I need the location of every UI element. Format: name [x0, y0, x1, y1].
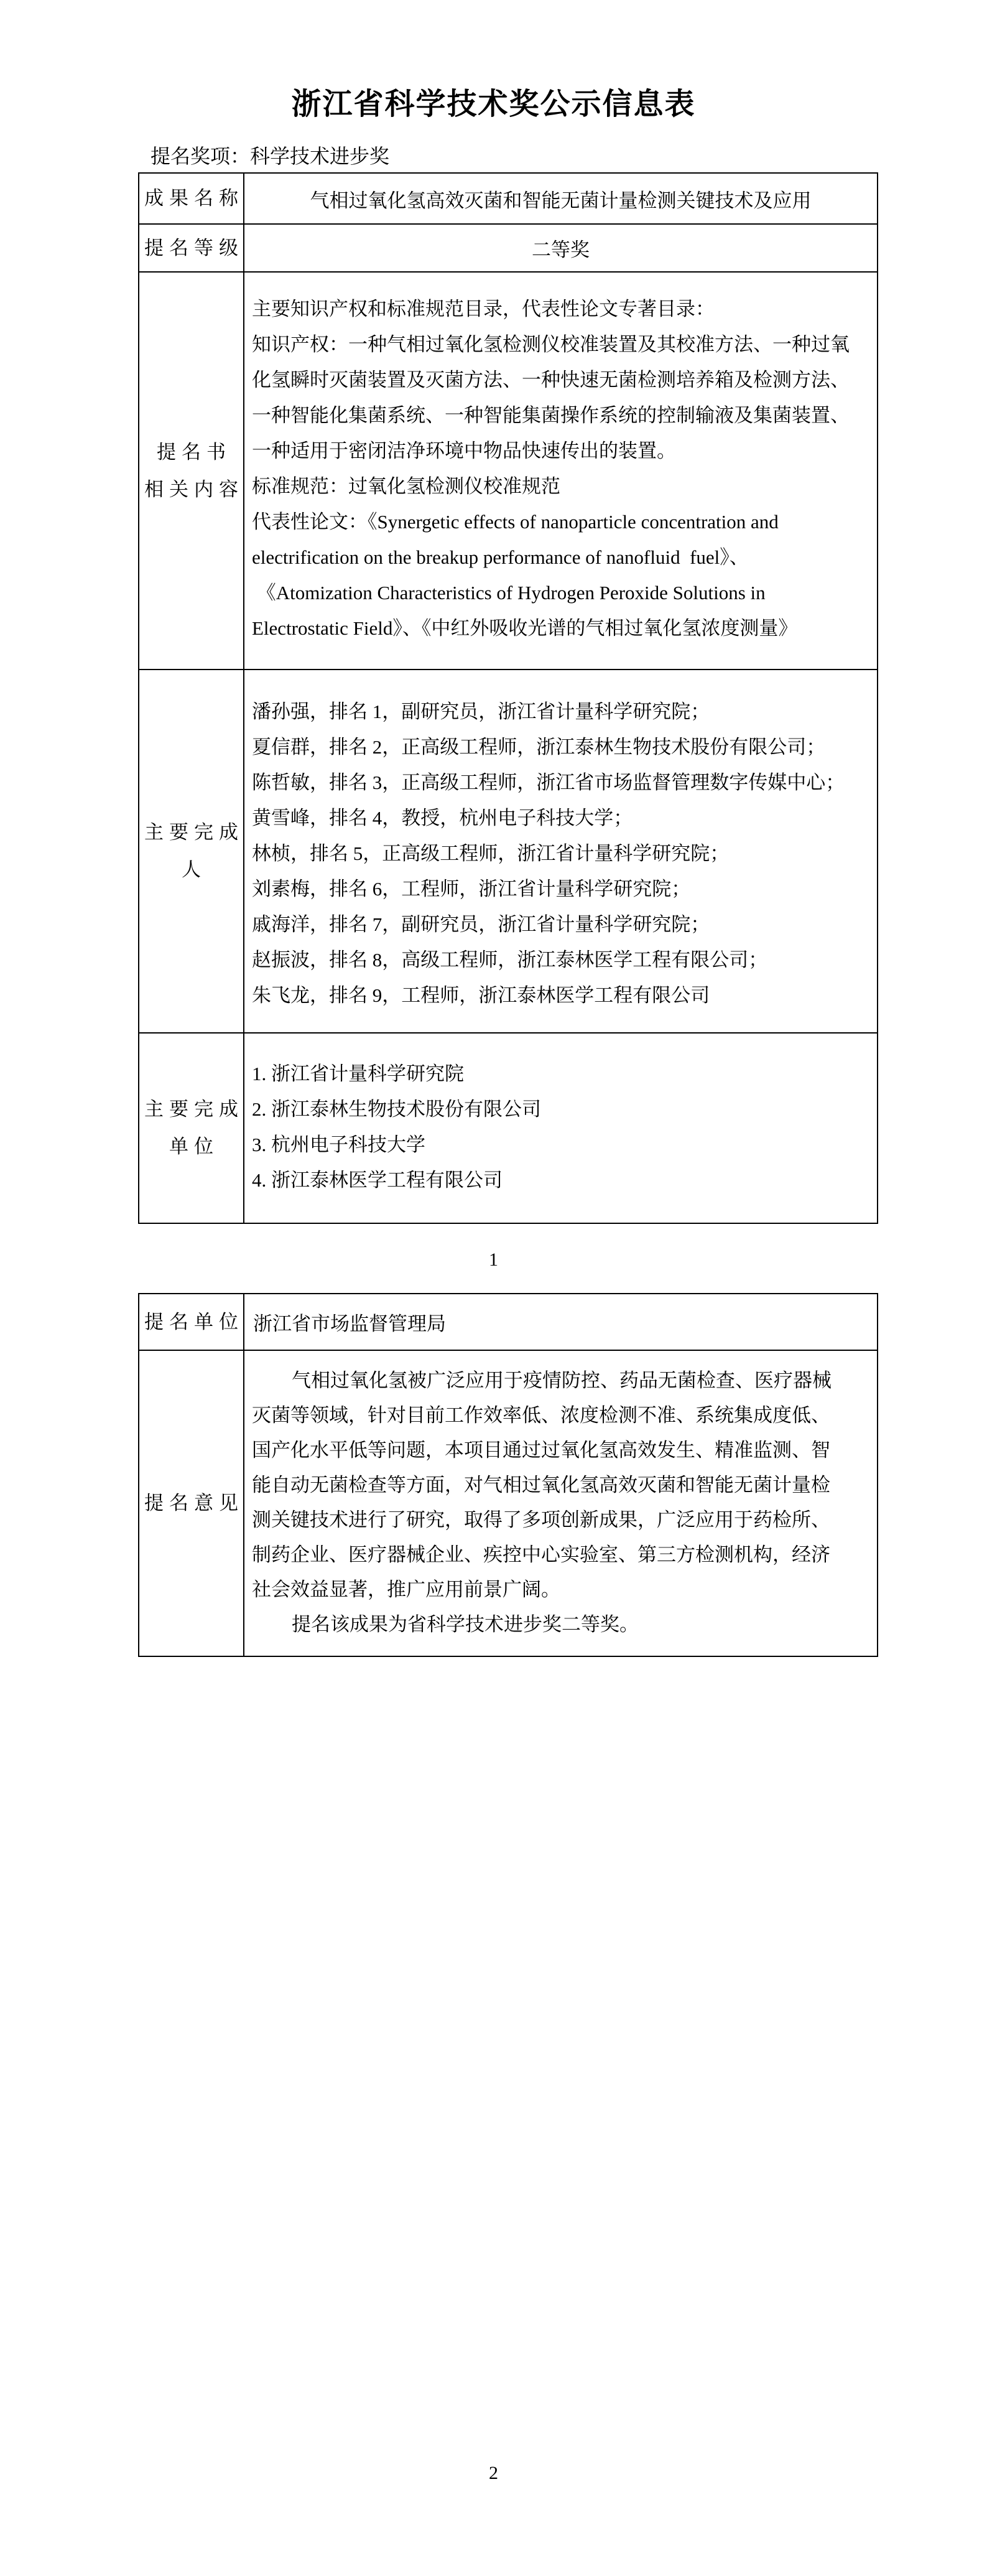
contributor-line: 刘素梅，排名 6，工程师，浙江省计量科学研究院；: [252, 878, 691, 900]
row-label-line: 主要完成: [144, 821, 244, 843]
organization-line: 3. 杭州电子科技大学: [252, 1134, 425, 1155]
contributor-line: 林桢，排名 5，正高级工程师，浙江省计量科学研究院；: [252, 842, 730, 864]
nominating-unit-label-cell: [139, 1294, 244, 1350]
result-name-label-cell: [139, 174, 244, 223]
page-title: 浙江省科学技术奖公示信息表: [291, 88, 696, 121]
table-row-main-organizations: [139, 1034, 877, 1223]
result-name-value-cell: [244, 174, 877, 223]
opinion-line: 提名该成果为省科学技术进步奖二等奖。: [292, 1613, 639, 1635]
table-row-result-name: [139, 174, 877, 225]
text-line: 化氢瞬时灭菌装置及灭菌方法、一种快速无菌检测培养箱及检测方法、: [252, 369, 850, 391]
text-line: electrification on the breakup performance of nanofluid fuel》、: [252, 546, 749, 568]
nomination-book-label-cell: [139, 273, 244, 669]
contributor-line: 戚海洋，排名 7，副研究员，浙江省计量科学研究院；: [252, 913, 710, 935]
result-name-value: 气相过氧化氢高效灭菌和智能无菌计量检测关键技术及应用: [310, 189, 812, 212]
award-grade-label-cell: [139, 225, 244, 271]
award-grade-value-cell: [244, 225, 877, 271]
main-contributors-content-cell: [244, 670, 877, 1032]
text-line: 主要知识产权和标准规范目录，代表性论文专著目录：: [252, 298, 715, 320]
row-label-line: 提名书: [157, 441, 231, 463]
row-label: 提名等级: [144, 236, 244, 259]
row-label-line: 单位: [169, 1136, 219, 1157]
nomination-award-line: 提名奖项：科学技术进步奖: [151, 145, 390, 167]
text-line: Electrostatic Field》、《中红外吸收光谱的气相过氧化氢浓度测量》: [252, 617, 798, 639]
opinion-line: 制药企业、医疗器械企业、疾控中心实验室、第三方检测机构，经济: [252, 1544, 830, 1566]
row-label-line: 人: [182, 859, 206, 880]
row-label-line: 主要完成: [144, 1098, 244, 1120]
contributor-line: 夏信群，排名 2，正高级工程师，浙江泰林生物技术股份有限公司；: [252, 736, 826, 758]
text-line: 《Atomization Characteristics of Hydrogen Peroxide Solutions in: [252, 582, 766, 604]
nominating-unit-value-cell: [244, 1294, 877, 1350]
main-organizations-label-cell: [139, 1034, 244, 1223]
main-organizations-content-cell: [244, 1034, 877, 1223]
text-line: 一种智能化集菌系统、一种智能集菌操作系统的控制输液及集菌装置、: [252, 404, 850, 426]
opinion-line: 能自动无菌检查等方面，对气相过氧化氢高效灭菌和智能无菌计量检: [252, 1474, 830, 1496]
table-row-nomination-book: [139, 273, 877, 670]
table-row-nomination-opinion: [139, 1351, 877, 1656]
nomination-opinion-content-cell: [244, 1351, 877, 1656]
nomination-table: [138, 1293, 878, 1657]
nomination-opinion-label-cell: [139, 1351, 244, 1656]
text-line: 标准规范：过氧化氢检测仪校准规范: [252, 475, 560, 497]
row-label: 成果名称: [144, 187, 244, 209]
table-row-nominating-unit: [139, 1294, 877, 1351]
main-contributors-label-cell: [139, 670, 244, 1032]
page-number-1: 1: [489, 1249, 498, 1270]
table-row-award-grade: [139, 225, 877, 273]
table-row-main-contributors: [139, 670, 877, 1034]
nomination-book-content-cell: [244, 273, 877, 669]
text-line: 知识产权：一种气相过氧化氢检测仪校准装置及其校准方法、一种过氧: [252, 334, 850, 355]
organization-line: 2. 浙江泰林生物技术股份有限公司: [252, 1098, 541, 1120]
text-line: 一种适用于密闭洁净环境中物品快速传出的装置。: [252, 440, 676, 462]
opinion-line: 灭菌等领域，针对目前工作效率低、浓度检测不准、系统集成度低、: [252, 1404, 830, 1426]
contributor-line: 朱飞龙，排名 9，工程师，浙江泰林医学工程有限公司: [252, 984, 710, 1006]
opinion-line: 国产化水平低等问题，本项目通过过氧化氢高效发生、精准监测、智: [252, 1439, 830, 1461]
row-label-line: 相关内容: [144, 478, 244, 500]
opinion-line: 测关键技术进行了研究，取得了多项创新成果，广泛应用于药检所、: [252, 1509, 830, 1531]
organization-line: 1. 浙江省计量科学研究院: [252, 1063, 464, 1085]
row-label: 提名单位: [144, 1310, 244, 1333]
text-line: 代表性论文：《Synergetic effects of nanoparticle concentration and: [252, 511, 779, 533]
opinion-line: 气相过氧化氢被广泛应用于疫情防控、药品无菌检查、医疗器械: [292, 1370, 832, 1391]
contributor-line: 黄雪峰，排名 4，教授，杭州电子科技大学；: [252, 807, 633, 829]
contributor-line: 潘孙强，排名 1，副研究员，浙江省计量科学研究院；: [252, 701, 710, 722]
opinion-line: 社会效益显著，推广应用前景广阔。: [252, 1579, 560, 1600]
award-info-table: [138, 172, 878, 1224]
award-grade-value: 二等奖: [532, 239, 590, 261]
contributor-line: 陈哲敏，排名 3，正高级工程师，浙江省市场监督管理数字传媒中心；: [252, 772, 845, 793]
organization-line: 4. 浙江泰林医学工程有限公司: [252, 1169, 503, 1191]
nominating-unit-value: 浙江省市场监督管理局: [253, 1313, 446, 1335]
contributor-line: 赵振波，排名 8，高级工程师，浙江泰林医学工程有限公司；: [252, 949, 768, 971]
row-label: 提名意见: [144, 1492, 244, 1514]
page-number-2: 2: [489, 2463, 498, 2483]
